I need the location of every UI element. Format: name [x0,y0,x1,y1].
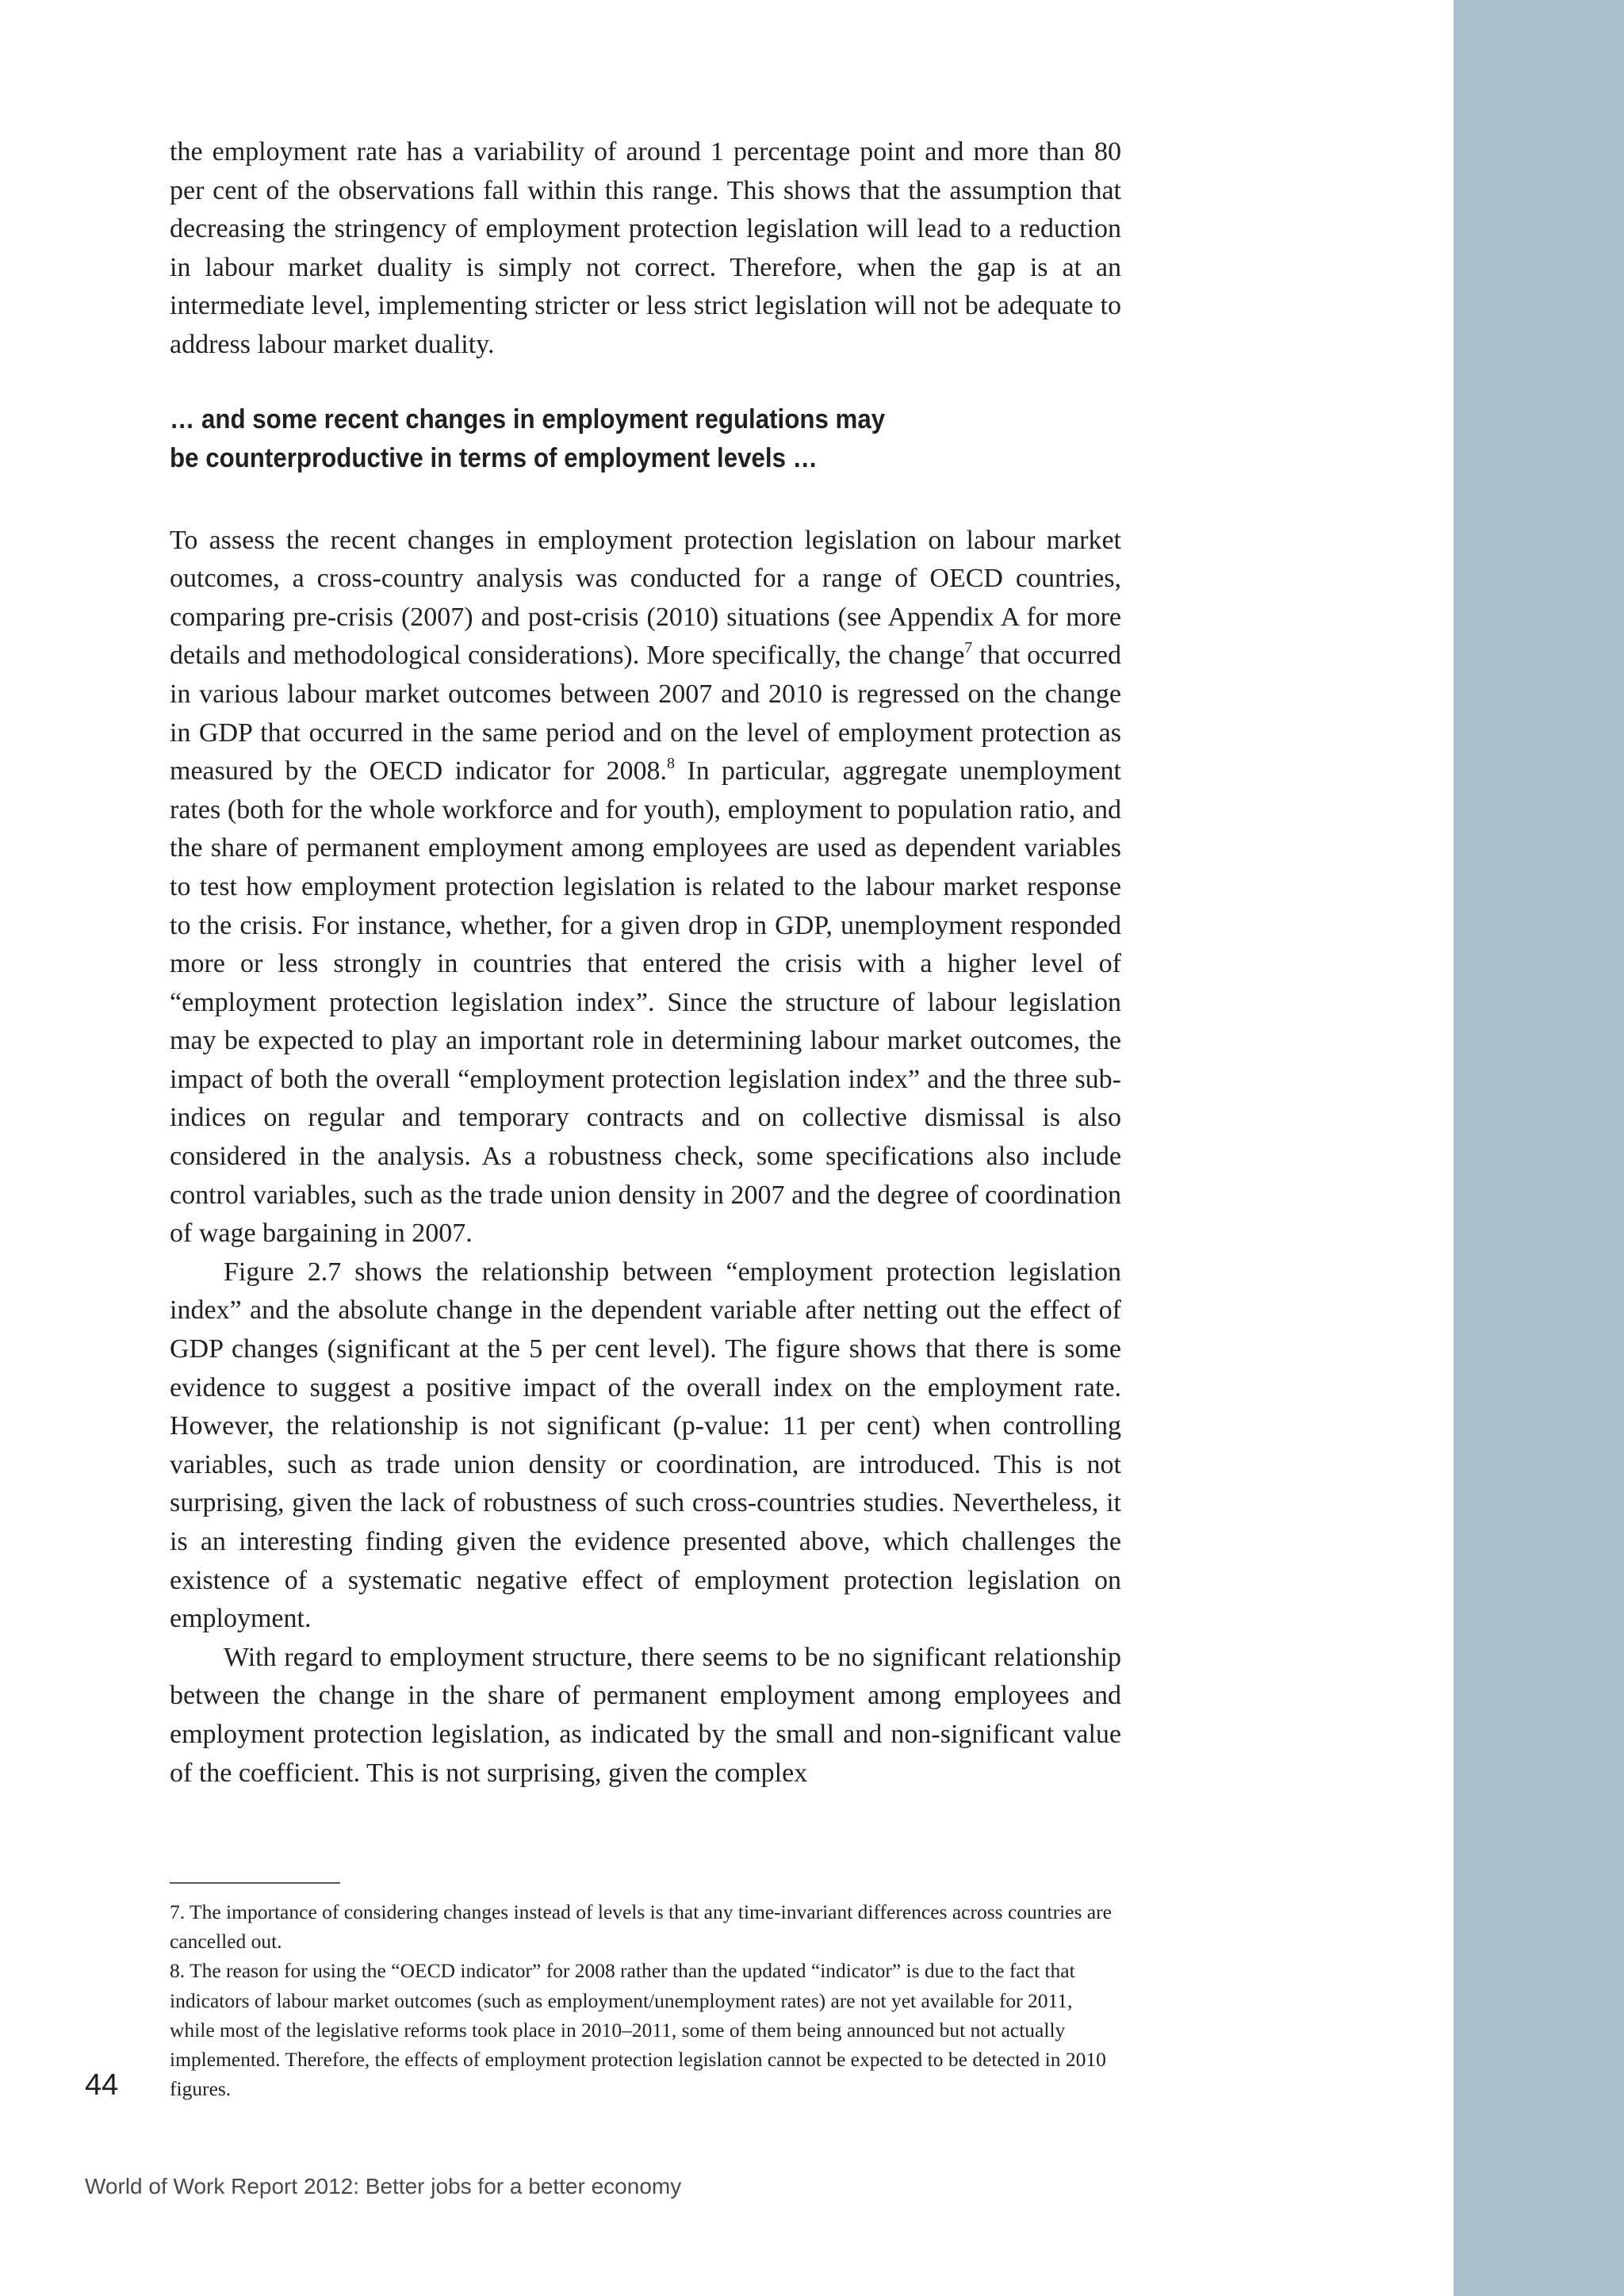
section-heading [170,400,1045,478]
body-paragraph-1: the employment rate has a variability of around 1 percentage point and more than 80 per cent of the observations fall within this range. This shows that the assumption that decreasing the stringency of employment protection legislation will lead to a reduction in labour market duality is simply not correct. Therefore, when the gap is at an intermediate level, implementing stricter or less strict legislation will not be adequate to address labour market duality. [170,137,1121,359]
side-color-band [1454,0,1624,2296]
footnote-separator [170,1882,340,1884]
body-paragraph-4: With regard to employment structure, there seems to be no significant relationship between the change in the share of permanent employment among employees and employment protection legislation, as indicated by the small and non-significant value of the coefficient. This is not surprising, given the complex [170,1642,1121,1788]
paragraph-2-part-3: In particular, aggregate unemployment rates (both for the whole workforce and for youth), employment to population ratio, and the share of permanent employment among employees are used as dependent variables to test how employment protection legislation is related to the labour market response to the crisis. For instance, whether, for a given drop in GDP, unemployment responded more or less strongly in countries that entered the crisis with a higher level of “employment protection legislation index”. Since the structure of labour legislation may be expected to play an important role in determining labour market outcomes, the impact of both the overall “employment protection legislation index” and the three sub-indices on regular and temporary contracts and on collective dismissal is also considered in the analysis. As a robustness check, some specifications also include control variables, such as the trade union density in 2007 and the degree of coordination of wage bargaining in 2007. [170,756,1121,1249]
body-paragraph-3: Figure 2.7 shows the relationship between “employment protection legislation index” and the absolute change in the dependent variable after netting out the effect of GDP changes (significant at the 5 per cent level). The figure shows that there is some evidence to suggest a positive impact of the overall index on the employment rate. However, the relationship is not significant (p-value: 11 per cent) when controlling variables, such as trade union density or coordination, are introduced. This is not surprising, given the lack of robustness of such cross-countries studies. Nevertheless, it is an interesting finding given the evidence presented above, which challenges the existence of a systematic negative effect of employment protection legislation on employment. [170,1257,1121,1634]
body-paragraph-2 [170,522,1121,1253]
footnote-ref-8[interactable]: 8 [667,755,676,773]
page-number: 44 [85,2068,119,2102]
footnote-7: 7. The importance of considering changes instead of levels is that any time-invariant differences across countries are cancelled out. [170,1900,1112,1954]
footnote-8: 8. The reason for using the “OECD indicator” for 2008 rather than the updated “indicator” is due to the fact that indicators of labour market outcomes (such as employment/unemployment rates) are not yet available for 2011, while most of the legislative reforms took place in 2010–2011, some of them being announced but not actually implemented. Therefore, the effects of employment protection legislation cannot be expected to be detected in 2010 figures. [170,1959,1106,2101]
main-text-column [170,133,1121,1793]
footnotes [170,1897,1121,2103]
section-heading-line-2: be counterproductive in terms of employment levels … [170,442,818,473]
paragraph-2-part-2: that occurred in various labour market outcomes between 2007 and 2010 is regressed on the change in GDP that occurred in the same period and on the level of employment protection as measured by the OECD indicator for 2008. [170,641,1121,786]
paragraph-2-part-1: To assess the recent changes in employment protection legislation on labour market outcomes, a cross-country analysis was conducted for a range of OECD countries, comparing pre-crisis (2007) and post-crisis (2010) situations (see Appendix A for more details and methodological considerations). More specifically, the change [170,525,1121,671]
footnote-ref-7[interactable]: 7 [964,639,973,657]
running-footer: World of Work Report 2012: Better jobs for a better economy [85,2174,682,2198]
section-heading-line-1: … and some recent changes in employment regulations may [170,404,886,434]
